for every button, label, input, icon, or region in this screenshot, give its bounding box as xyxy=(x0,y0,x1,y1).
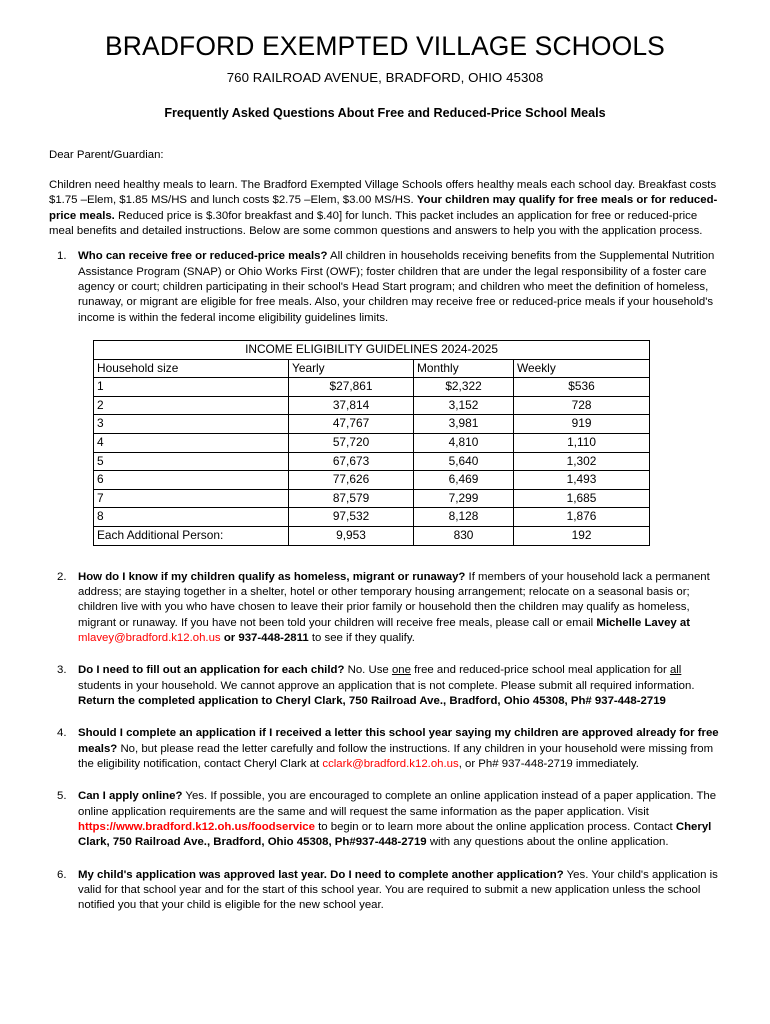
faq-list xyxy=(48,249,722,913)
cell-weekly: 728 xyxy=(514,396,650,415)
table-row xyxy=(94,471,650,490)
faq-number-1: 1. xyxy=(57,250,67,263)
cell-monthly: $2,322 xyxy=(414,378,514,397)
document-subtitle: Frequently Asked Questions About Free and Reduced-Price School Meals xyxy=(164,106,606,121)
faq-item-5 xyxy=(48,789,722,850)
cell-household-size: 4 xyxy=(94,434,289,453)
school-address: 760 RAILROAD AVENUE, BRADFORD, OHIO 45308 xyxy=(226,70,544,86)
table-row xyxy=(94,489,650,508)
table-header-weekly: Weekly xyxy=(514,359,650,378)
cell-yearly: 9,953 xyxy=(289,527,414,546)
table-row xyxy=(94,434,650,453)
faq-question-2: How do I know if my children qualify as homeless, migrant or runaway? xyxy=(78,570,466,583)
table-row xyxy=(94,396,650,415)
faq-answer-4-part2: , or Ph# 937-448-2719 immediately. xyxy=(458,757,639,770)
faq-question-5: Can I apply online? xyxy=(78,790,183,803)
email-link-mlavey[interactable]: mlavey@bradford.k12.oh.us xyxy=(78,631,221,644)
cell-each-additional-person: Each Additional Person: xyxy=(94,527,289,546)
table-container xyxy=(48,340,722,546)
table-header-household-size: Household size xyxy=(94,359,289,378)
faq-answer-5-part1: Yes. If possible, you are encouraged to complete an online application instead of a paper application. The online application requirements are the same and will request the same information as the paper application. Visit xyxy=(78,790,717,818)
cell-monthly: 8,128 xyxy=(414,508,514,527)
table-title-row xyxy=(94,341,650,360)
table-header-monthly: Monthly xyxy=(414,359,514,378)
cell-monthly: 6,469 xyxy=(414,471,514,490)
faq-answer-4-part1: No, but please read the letter carefully and follow the instructions. If any children in your household were missing from the eligibility notification, contact Cheryl Clark at xyxy=(78,742,714,770)
cell-household-size: 6 xyxy=(94,471,289,490)
faq-answer-5-part2: to begin or to learn more about the online application process. Contact xyxy=(318,820,673,833)
faq-underline-all: all xyxy=(669,664,682,677)
cell-yearly: 97,532 xyxy=(289,508,414,527)
faq-contact-address-5: Cheryl Clark, 750 Railroad Ave., Bradford, Ohio 45308, Ph#937-448-2719 xyxy=(78,820,712,849)
faq-item-4 xyxy=(48,726,722,772)
table-row xyxy=(94,508,650,527)
cell-yearly: 77,626 xyxy=(289,471,414,490)
faq-number-6: 6. xyxy=(57,868,67,881)
cell-yearly: 37,814 xyxy=(289,396,414,415)
cell-yearly: 87,579 xyxy=(289,489,414,508)
cell-weekly: $536 xyxy=(514,378,650,397)
cell-yearly: 67,673 xyxy=(289,452,414,471)
cell-monthly: 4,810 xyxy=(414,434,514,453)
table-row xyxy=(94,452,650,471)
faq-item-6 xyxy=(48,868,722,914)
faq-underline-one: one xyxy=(391,664,411,677)
faq-answer-2-part2: to see if they qualify. xyxy=(311,631,415,644)
table-row xyxy=(94,378,650,397)
faq-answer-2-part1: If members of your household lack a permanent address; are staying together in a shelter, hotel or other temporary housing arrangement; relocate on a seasonal basis or; children live with you who have chosen to leave their prior family or household then the children may qualify as homeless, migrant or runaway. If you have not been told your children will receive free meals, please call or email xyxy=(78,570,710,629)
cell-weekly: 1,110 xyxy=(514,434,650,453)
cell-monthly: 830 xyxy=(414,527,514,546)
faq-question-4: Should I complete an application if I received a letter this school year saying my children are approved already for free meals? xyxy=(78,727,719,755)
cell-monthly: 3,981 xyxy=(414,415,514,434)
school-name: BRADFORD EXEMPTED VILLAGE SCHOOLS xyxy=(105,31,665,61)
faq-answer-6: Yes. Your child's application is valid for that school year and for the start of this school year. You are required to submit a new application unless the school notified you that your child is eligible for the new school year. xyxy=(78,868,718,912)
cell-household-size: 3 xyxy=(94,415,289,434)
cell-household-size: 1 xyxy=(94,378,289,397)
cell-weekly: 1,493 xyxy=(514,471,650,490)
cell-weekly: 1,685 xyxy=(514,489,650,508)
table-row xyxy=(94,415,650,434)
cell-yearly: 47,767 xyxy=(289,415,414,434)
intro-bold-qualify: Your children may qualify for free meals or for reduced-price meals. xyxy=(49,194,718,222)
faq-item-3 xyxy=(48,663,722,709)
faq-number-3: 3. xyxy=(57,664,67,677)
faq-answer-1: All children in households receiving benefits from the Supplemental Nutrition Assistance Program (SNAP) or Ohio Works First (OWF); foster children that are under the legal responsibility of a foster care agency or court; children participating in their school's Head Start program; and children who meet the definition of homeless, runaway, or migrant are eligible for free meals. Also, your children may receive free or reduced-price meals if your household's income is within the federal income eligibility guidelines limits. xyxy=(78,250,715,324)
cell-weekly: 919 xyxy=(514,415,650,434)
cell-monthly: 3,152 xyxy=(414,396,514,415)
cell-household-size: 5 xyxy=(94,452,289,471)
intro-paragraph xyxy=(49,178,722,239)
faq-number-5: 5. xyxy=(57,790,67,803)
faq-question-1: Who can receive free or reduced-price meals? xyxy=(78,250,328,263)
faq-number-2: 2. xyxy=(57,570,67,583)
url-link-foodservice[interactable]: https://www.bradford.k12.oh.us/foodservice xyxy=(78,820,315,833)
income-eligibility-table xyxy=(93,340,650,546)
email-link-cclark[interactable]: cclark@bradford.k12.oh.us xyxy=(322,757,459,770)
table-title: INCOME ELIGIBILITY GUIDELINES 2024-2025 xyxy=(94,341,650,360)
faq-item-1 xyxy=(48,249,722,326)
faq-answer-3-part2: free and reduced-price school meal application for xyxy=(414,664,667,677)
table-header-yearly: Yearly xyxy=(289,359,414,378)
faq-answer-3-part1: No. Use xyxy=(347,664,389,677)
salutation: Dear Parent/Guardian: xyxy=(49,149,164,162)
cell-monthly: 7,299 xyxy=(414,489,514,508)
faq-question-3: Do I need to fill out an application for each child? xyxy=(78,664,345,677)
cell-weekly: 192 xyxy=(514,527,650,546)
intro-text-2: Reduced price is $.30for breakfast and $.40] for lunch. This packet includes an application for free or reduced-price meal benefits and detailed instructions. Below are some common questions and answers to help you with the application process. xyxy=(49,209,703,238)
cell-yearly: 57,720 xyxy=(289,434,414,453)
faq-answer-3-part3: students in your household. We cannot approve an application that is not complete. Please submit all required information. xyxy=(78,679,695,692)
table-row xyxy=(94,527,650,546)
faq-return-instructions-3: Return the completed application to Cheryl Clark, 750 Railroad Ave., Bradford, Ohio 45308, Ph# 937-448-2719 xyxy=(78,694,666,707)
cell-weekly: 1,302 xyxy=(514,452,650,471)
cell-yearly: $27,861 xyxy=(289,378,414,397)
faq-answer-5-part3: with any questions about the online application. xyxy=(429,836,669,849)
faq-question-6: My child's application was approved last year. Do I need to complete another application? xyxy=(78,868,564,881)
faq-item-2 xyxy=(48,570,722,647)
table-header-row xyxy=(94,359,650,378)
faq-contact-name-2: Michelle Lavey at xyxy=(596,616,691,629)
cell-household-size: 2 xyxy=(94,396,289,415)
intro-text-1: Children need healthy meals to learn. The Bradford Exempted Village Schools offers healthy meals each school day. Breakfast costs $1.75 –Elem, $1.85 MS/HS and lunch costs $2.75 –Elem, $3.00 MS/HS. xyxy=(49,179,717,207)
document-header xyxy=(48,32,722,120)
faq-phone-2: or 937-448-2811 xyxy=(223,631,309,644)
cell-household-size: 7 xyxy=(94,489,289,508)
income-table-wrap xyxy=(93,340,722,546)
cell-household-size: 8 xyxy=(94,508,289,527)
faq-number-4: 4. xyxy=(57,727,67,740)
cell-monthly: 5,640 xyxy=(414,452,514,471)
cell-weekly: 1,876 xyxy=(514,508,650,527)
